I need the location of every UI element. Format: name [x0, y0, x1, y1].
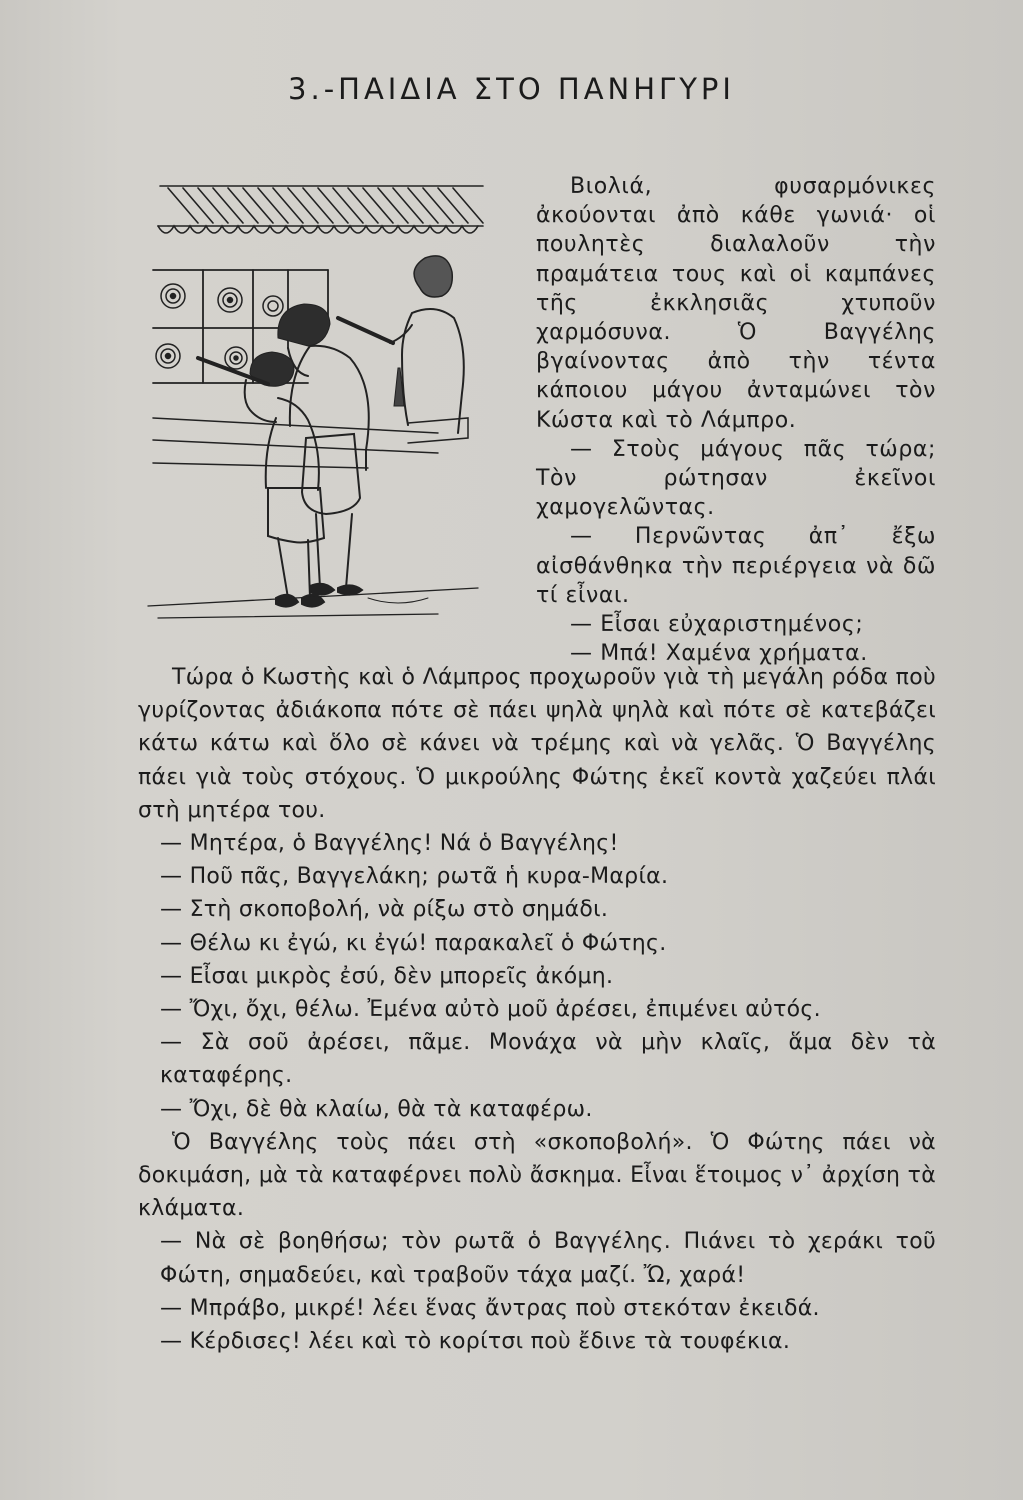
- side-column-text: [536, 172, 936, 668]
- paragraph: Ὁ Βαγγέλης τοὺς πάει στὴ «σκοποβολή». Ὁ Φώτης πάει νὰ δοκιμάση, μὰ τὰ καταφέρνει πολὺ ἄσκημα. Εἶναι ἕτοιμος ν᾽ ἀρχίση τὰ κλάματα.: [138, 1129, 936, 1222]
- dialogue-line: — Ὄχι, ὄχι, θέλω. Ἐμένα αὐτὸ μοῦ ἀρέσει, ἐπιμένει αὐτός.: [160, 997, 821, 1023]
- dialogue-line: — Εἶσαι μικρὸς ἐσύ, δὲν μπορεῖς ἀκόμη.: [160, 963, 614, 989]
- dialogue-line: — Μητέρα, ὁ Βαγγέλης! Νά ὁ Βαγγέλης!: [160, 831, 619, 857]
- dialogue-line: — Μπά! Χαμένα χρήματα.: [570, 641, 868, 667]
- dialogue-line: — Εἶσαι εὐχαριστημένος;: [570, 612, 864, 638]
- dialogue-line: — Ὄχι, δὲ θὰ κλαίω, θὰ τὰ καταφέρω.: [160, 1096, 593, 1122]
- dialogue-line: — Θέλω κι ἐγώ, κι ἐγώ! παρακαλεῖ ὁ Φώτης.: [160, 930, 667, 956]
- dialogue-line: — Μπράβο, μικρέ! λέει ἕνας ἄντρας ποὺ στεκόταν ἐκειδά.: [160, 1295, 820, 1321]
- dialogue-line: — Στὴ σκοποβολή, νὰ ρίξω στὸ σημάδι.: [160, 897, 609, 923]
- dialogue-line: — Ποῦ πᾶς, Βαγγελάκη; ρωτᾶ ἡ κυρα-Μαρία.: [160, 864, 669, 890]
- dialogue-line: — Κέρδισες! λέει καὶ τὸ κορίτσι ποὺ ἔδινε τὰ τουφέκια.: [160, 1329, 791, 1355]
- paragraph: Τώρα ὁ Κωστὴς καὶ ὁ Λάμπρος προχωροῦν γιὰ τὴ μεγάλη ρόδα ποὺ γυρίζοντας ἀδιάκοπα πότε σὲ πάει ψηλὰ ψηλὰ καὶ πότε σὲ κατεβάζει κάτω κάτω καὶ ὅλο σὲ κάνει νὰ τρέμης καὶ νὰ γελᾶς. Ὁ Βαγγέλης πάει γιὰ τοὺς στόχους. Ὁ μικρούλης Φώτης ἐκεῖ κοντὰ χαζεύει πλάι στὴ μητέρα του.: [138, 665, 936, 823]
- paragraph: Βιολιά, φυσαρμόνικες ἀκούονται ἀπὸ κάθε γωνιά· οἱ πουλητὲς διαλαλοῦν τὴν πραμάτεια τους καὶ οἱ καμπάνες τῆς ἐκκλησιᾶς χτυποῦν χαρμόσυνα. Ὁ Βαγγέλης βγαίνοντας ἀπὸ τὴν τέντα κάποιου μάγου ἀνταμώνει τὸν Κώστα καὶ τὸ Λάμπρο.: [536, 174, 936, 433]
- page-title: 3.-ΠΑΙΔΙΑ ΣΤΟ ΠΑΝΗΓΥΡΙ: [288, 72, 735, 106]
- dialogue-line: — Νὰ σὲ βοηθήσω; τὸν ρωτᾶ ὁ Βαγγέλης. Πιάνει τὸ χεράκι τοῦ Φώτη, σημαδεύει, καὶ τραβοῦν τάχα μαζί. Ὤ, χαρά!: [160, 1229, 936, 1288]
- dialogue-line: — Σὰ σοῦ ἀρέσει, πᾶμε. Μονάχα νὰ μὴν κλαῖς, ἅμα δὲν τὰ καταφέρης.: [160, 1030, 936, 1089]
- main-text: [138, 661, 936, 1358]
- dialogue-line: — Περνῶντας ἀπ᾽ ἔξω αἰσθάνθηκα τὴν περιέργεια νὰ δῶ τί εἶναι.: [536, 524, 936, 608]
- dialogue-line: — Στοὺς μάγους πᾶς τώρα; Τὸν ρώτησαν ἐκεῖνοι χαμογελῶντας.: [536, 436, 936, 521]
- shooting-gallery-illustration: [138, 178, 488, 633]
